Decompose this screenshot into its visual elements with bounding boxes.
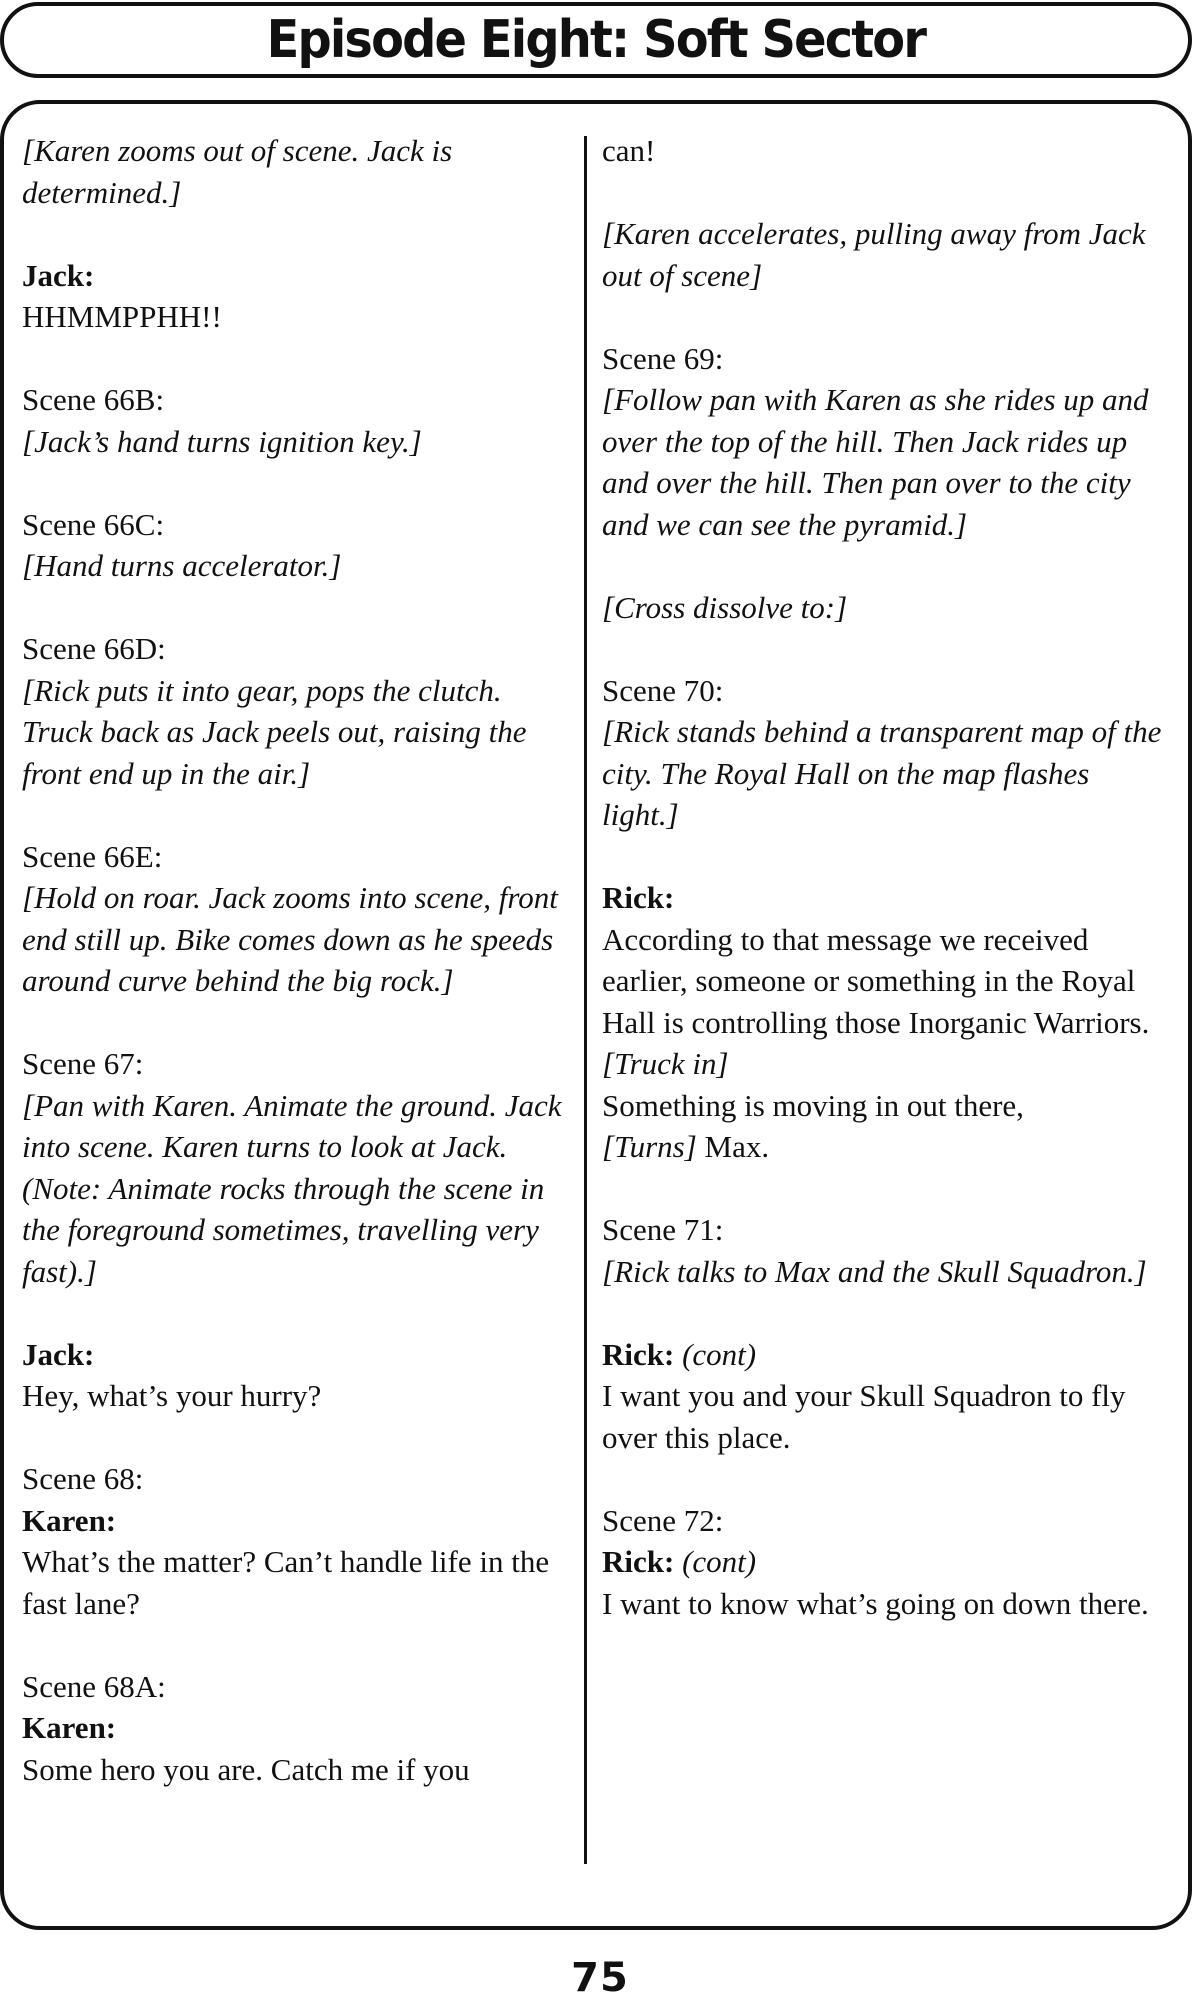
column-divider (584, 136, 587, 1864)
scene-block (22, 628, 572, 794)
dialogue-block (22, 1334, 572, 1417)
speaker-line (602, 1541, 1172, 1583)
scene-block (602, 1209, 1172, 1292)
inline-direction: [Turns] (602, 1129, 697, 1164)
dialogue-line: Something is moving in out there, (602, 1087, 1024, 1123)
dialogue-continuation: can! (602, 133, 656, 168)
scene-direction: [Hand turns accelerator.] (22, 548, 342, 583)
speaker: Karen: (22, 1502, 117, 1538)
direction: [Karen accelerates, pulling away from Jack out of scene] (602, 216, 1146, 293)
right-column (602, 130, 1172, 1666)
dialogue-line: I want you and your Skull Squadron to fly over this place. (602, 1378, 1126, 1455)
scene-label: Scene 66E: (22, 838, 163, 874)
page-number: 75 (571, 1955, 629, 2001)
dialogue-line: Some hero you are. Catch me if you (22, 1751, 470, 1787)
dialogue-block (602, 877, 1172, 1168)
scene-dialogue-block (22, 1458, 572, 1624)
scene-direction: [Follow pan with Karen as she rides up and over the top of the hill. Then Jack rides up and over the hill. Then pan over to the city and we can see the pyramid.] (602, 382, 1149, 542)
episode-title-banner (0, 2, 1192, 78)
scene-block (602, 670, 1172, 836)
dialogue-block (602, 1334, 1172, 1459)
transition: [Cross dissolve to:] (602, 589, 848, 625)
scene-label: Scene 68A: (22, 1668, 166, 1704)
inline-direction: [Truck in] (602, 1046, 729, 1081)
speaker: Rick: (602, 1544, 675, 1579)
speaker-line (602, 1334, 1172, 1376)
scene-label: Scene 66D: (22, 631, 166, 666)
left-column (22, 130, 572, 1832)
scene-block (22, 1043, 572, 1292)
speaker: Karen: (22, 1710, 117, 1745)
cont-note: (cont) (674, 1336, 757, 1372)
dialogue-fragment: Max. (696, 1129, 770, 1164)
scene-label: Scene 67: (22, 1046, 144, 1081)
scene-label: Scene 70: (602, 672, 724, 708)
scene-label: Scene 66C: (22, 506, 165, 542)
scene-label: Scene 72: (602, 1502, 724, 1538)
dialogue-line: According to that message we received earlier, someone or something in the Royal Hall is controlling those Inorganic Warriors. (602, 921, 1150, 1040)
dialogue-line: HHMMPPHH!! (22, 299, 222, 334)
dialogue-line: What’s the matter? Can’t handle life in the fast lane? (22, 1544, 550, 1621)
scene-block (22, 379, 572, 462)
speaker: Jack: (22, 257, 95, 293)
scene-block (22, 504, 572, 587)
scene-direction: [Jack’s hand turns ignition key.] (22, 423, 422, 459)
direction: [Karen zooms out of scene. Jack is determined.] (22, 133, 453, 210)
dialogue-block (22, 255, 572, 338)
scene-label: Scene 68: (22, 1461, 144, 1496)
scene-direction: [Hold on roar. Jack zooms into scene, front end still up. Bike comes down as he speeds around curve behind the big rock.] (22, 880, 558, 998)
scene-block (22, 836, 572, 1002)
speaker: Rick: (602, 880, 675, 915)
dialogue-line: I want to know what’s going on down there. (602, 1585, 1149, 1621)
scene-direction: [Rick stands behind a transparent map of the city. The Royal Hall on the map flashes light.] (602, 714, 1162, 832)
scene-direction: [Rick talks to Max and the Skull Squadron.] (602, 1253, 1147, 1289)
scene-label: Scene 69: (602, 340, 724, 376)
episode-title: Episode Eight: Soft Sector (266, 10, 926, 70)
scene-direction: [Rick puts it into gear, pops the clutch. Truck back as Jack peels out, raising the front end up in the air.] (22, 672, 527, 791)
scene-label: Scene 66B: (22, 382, 165, 417)
scene-dialogue-block (602, 1500, 1172, 1625)
cont-note: (cont) (674, 1544, 757, 1579)
scene-direction: [Pan with Karen. Animate the ground. Jack into scene. Karen turns to look at Jack. (Note: Animate rocks through the scene in the foreground sometimes, travelling very fast).] (22, 1087, 562, 1289)
speaker: Rick: (602, 1336, 675, 1372)
scene-label: Scene 71: (602, 1212, 724, 1247)
speaker: Jack: (22, 1336, 95, 1372)
dialogue-line: Hey, what’s your hurry? (22, 1378, 322, 1413)
scene-dialogue-block (22, 1666, 572, 1791)
scene-block (602, 338, 1172, 546)
dialogue-line-mixed (602, 1126, 1172, 1168)
